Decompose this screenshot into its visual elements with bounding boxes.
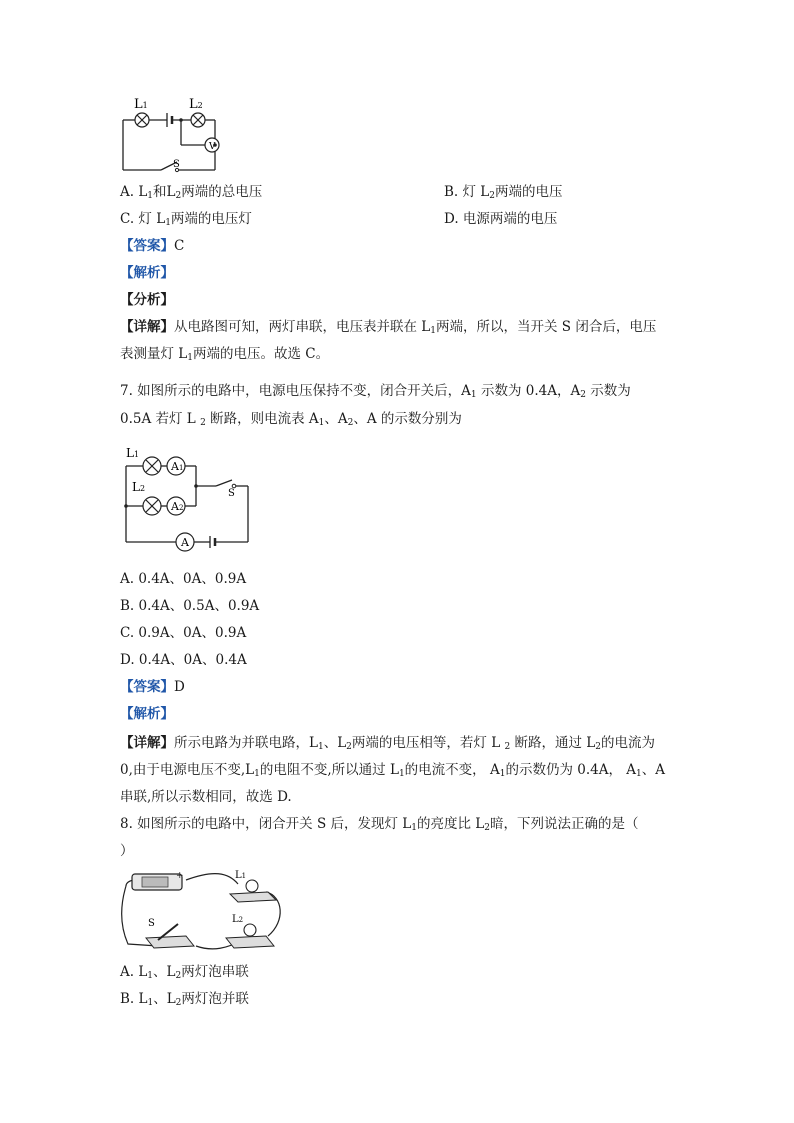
figure-series-circuit (115, 90, 225, 180)
lamp-l1-icon (135, 113, 149, 127)
lamp-l2-icon (191, 113, 205, 127)
svg-text:A1: A1 (171, 460, 184, 473)
q7-detail-line1: 【详解】所示电路为并联电路，$L_1$、$L_2$两端的电压相等，若灯 L $_2$ 断路，通过 $L_2$的电流为 (120, 735, 655, 752)
q7-analysis-heading: 【解析】 (120, 706, 174, 722)
q6-detail-line2: 表测量灯 $L_1$两端的电压。故选 C。 (120, 346, 330, 363)
q6-option-d: D. 电源两端的电压 (444, 211, 558, 227)
q6-option-a: A. $L_1$和$L_2$两端的总电压 (120, 184, 263, 201)
svg-text:A: A (181, 536, 189, 549)
q7-answer: 【答案】D (120, 679, 185, 695)
svg-text:L2: L2 (189, 97, 203, 112)
q6-option-b: B. 灯 $L_2$两端的电压 (444, 184, 563, 201)
switch-s-icon (146, 918, 194, 948)
lamp-l2-icon (143, 497, 161, 515)
figure-parallel-circuit (118, 442, 258, 554)
q6-answer: 【答案】C (120, 238, 185, 254)
q7-option-c: C. 0.9A、0A、0.9A (120, 625, 247, 641)
figure-physical-circuit (118, 866, 298, 956)
q6-fenxi-heading: 【分析】 (120, 292, 174, 308)
q7-question-line2: 0.5A 若灯 L $_2$ 断路，则电流表 $A_1$、$A_2$、A 的示数分别为 (120, 411, 462, 428)
svg-text:L1: L1 (235, 870, 247, 881)
q7-detail-line3: 串联,所以示数相同，故选 D. (120, 789, 292, 805)
svg-text:L1: L1 (134, 97, 148, 112)
svg-text:L2: L2 (232, 914, 244, 925)
svg-text:L1: L1 (126, 446, 140, 460)
svg-text:+: + (176, 871, 184, 881)
q6-detail-line1: 【详解】从电路图可知，两灯串联，电压表并联在 $L_1$两端，所以，当开关 S 闭合后，电压 (120, 319, 657, 336)
q8-question-line1: 8. 如图所示的电路中，闭合开关 S 后，发现灯 $L_1$的亮度比 $L_2$暗，下列说法正确的是（ (120, 816, 639, 833)
svg-text:L2: L2 (132, 480, 146, 494)
q8-question-line2: ） (120, 843, 134, 859)
svg-text:V: V (209, 142, 216, 152)
q6-option-c: C. 灯 $L_1$两端的电压灯 (120, 211, 252, 228)
svg-text:S: S (228, 488, 235, 499)
q6-analysis-heading: 【解析】 (120, 265, 174, 281)
svg-text:S: S (173, 159, 180, 170)
q8-option-a: A. $L_1$、$L_2$两灯泡串联 (120, 964, 249, 981)
lamp-l1-icon (143, 457, 161, 475)
q7-option-d: D. 0.4A、0A、0.4A (120, 652, 247, 668)
q8-option-b: B. $L_1$、$L_2$两灯泡并联 (120, 991, 249, 1008)
q7-option-b: B. 0.4A、0.5A、0.9A (120, 598, 260, 614)
svg-text:S: S (148, 918, 155, 929)
lamp-l2-icon (226, 914, 274, 948)
lamp-l1-icon (230, 870, 276, 902)
q7-detail-line2: 0,由于电源电压不变$,L_1$的电阻不变,所以通过 $L_1$的电流不变， $A_1$的示数仍为 0.4A， $A_1$、A (120, 762, 665, 779)
q7-question-line1: 7. 如图所示的电路中，电源电压保持不变，闭合开关后，$A_1$ 示数为 0.4A，$A_2$ 示数为 (120, 383, 631, 400)
battery-icon (132, 871, 184, 890)
svg-text:A2: A2 (171, 500, 184, 513)
q7-option-a: A. 0.4A、0A、0.9A (120, 571, 247, 587)
